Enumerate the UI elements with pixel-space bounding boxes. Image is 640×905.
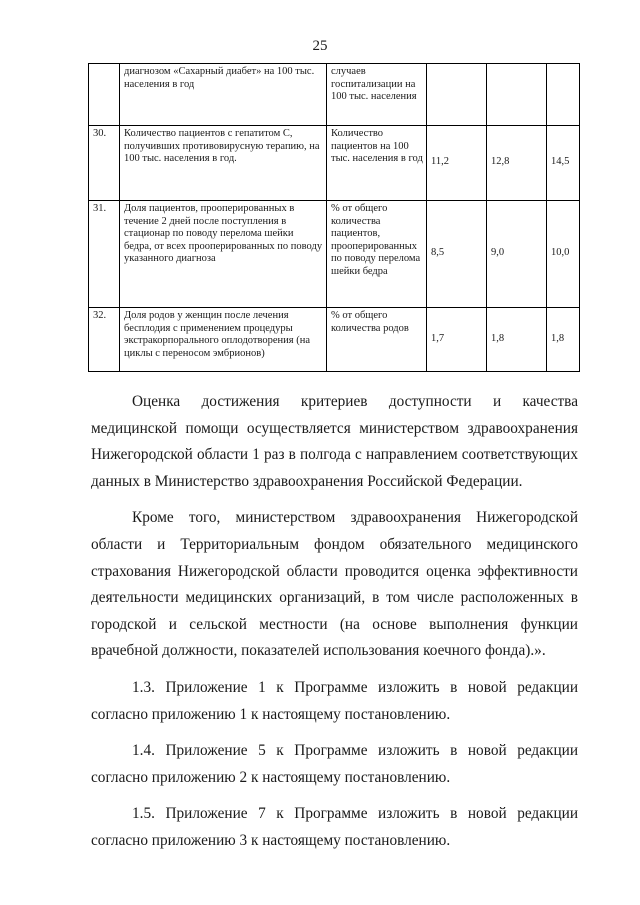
- row-number: 30.: [89, 126, 120, 201]
- value-cell: [427, 64, 487, 126]
- paragraph-assessment: Оценка достижения критериев доступности и качества медицинской помощи осуществляется министерством здравоохранения Нижегородской области 1 раз в полгода с направлением соответствующих данных в Министерство здравоохранения Российской Федерации.: [91, 393, 578, 490]
- indicator-cell: Количество пациентов с гепатитом С, получивших противовирусную терапию, на 100 тыс. населения в год.: [120, 126, 327, 201]
- value-cell: 11,2: [427, 126, 487, 201]
- indicator-cell: диагнозом «Сахарный диабет» на 100 тыс. населения в год: [120, 64, 327, 126]
- page-number: 25: [312, 38, 328, 54]
- criteria-table: [88, 63, 580, 372]
- table-row: [89, 64, 580, 126]
- value-cell: 14,5: [547, 126, 580, 201]
- unit-cell: % от общего количества родов: [327, 308, 427, 372]
- unit-cell: Количество пациентов на 100 тыс. населения в год: [327, 126, 427, 201]
- value-cell: 1,8: [547, 308, 580, 372]
- paragraph-efficiency: Кроме того, министерством здравоохранения Нижегородской области и Территориальным фондом обязательного медицинского страхования Нижегородской области проводится оценка эффективности деятельности медицинских организаций, в том числе расположенных в городской и сельской местности (на основе выполнения функции врачебной должности, показателей использования коечного фонда).».: [91, 509, 578, 660]
- table-row: [89, 126, 580, 201]
- value-cell: 1,8: [487, 308, 547, 372]
- value-cell: 9,0: [487, 201, 547, 308]
- row-number: 32.: [89, 308, 120, 372]
- value-cell: 10,0: [547, 201, 580, 308]
- paragraph-item-1-4: 1.4. Приложение 5 к Программе изложить в новой редакции согласно приложению 2 к настоящему постановлению.: [91, 742, 578, 786]
- row-number: [89, 64, 120, 126]
- table-row: [89, 308, 580, 372]
- paragraph-item-1-3: 1.3. Приложение 1 к Программе изложить в новой редакции согласно приложению 1 к настоящему постановлению.: [91, 678, 578, 723]
- unit-cell: % от общего количества пациентов, прооперированных по поводу перелома шейки бедра: [327, 201, 427, 308]
- body-text: [91, 389, 578, 855]
- row-number: 31.: [89, 201, 120, 308]
- value-cell: [547, 64, 580, 126]
- indicator-cell: Доля родов у женщин после лечения бесплодия с применением процедуры экстракорпорального оплодотворения (на циклы с переносом эмбрионов): [120, 308, 327, 372]
- value-cell: 1,7: [427, 308, 487, 372]
- paragraph-item-1-5: 1.5. Приложение 7 к Программе изложить в новой редакции согласно приложению 3 к настоящему постановлению.: [91, 805, 578, 849]
- value-cell: 8,5: [427, 201, 487, 308]
- value-cell: [487, 64, 547, 126]
- indicator-cell: Доля пациентов, прооперированных в течение 2 дней после поступления в стационар по поводу перелома шейки бедра, от всех прооперированных по поводу указанного диагноза: [120, 201, 327, 308]
- table-row: [89, 201, 580, 308]
- value-cell: 12,8: [487, 126, 547, 201]
- unit-cell: случаев госпитализации на 100 тыс. населения: [327, 64, 427, 126]
